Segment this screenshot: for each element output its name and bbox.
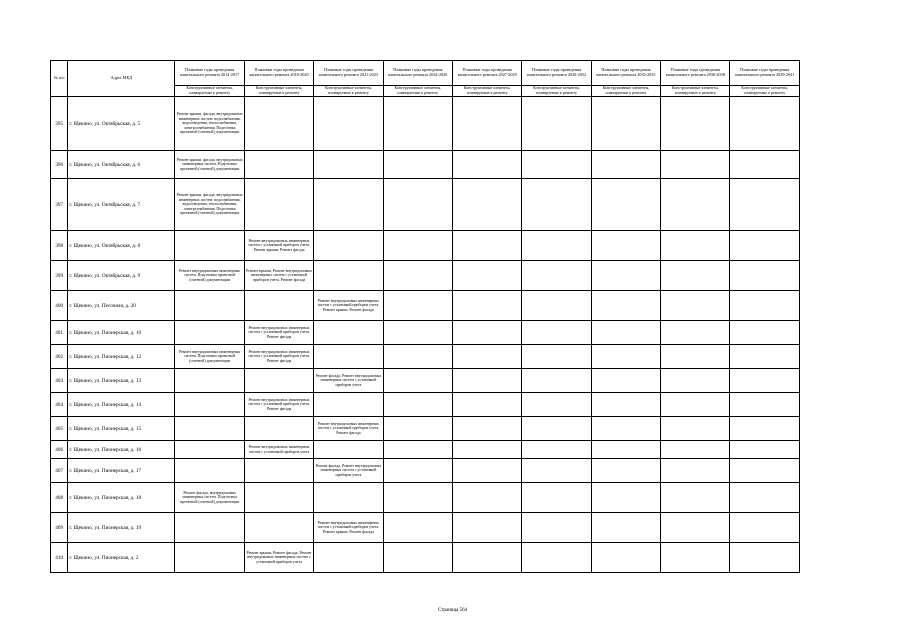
work-cell <box>314 543 383 573</box>
work-cell <box>175 513 244 543</box>
col-header-period: Плановые годы проведения капитального ремонта 2021-2023 <box>314 61 383 86</box>
row-number: 402 <box>51 345 68 369</box>
work-cell: Ремонт внутридомовых инженерных систем с установкой приборов учета, Ремонт крыши, Ремонт фасада <box>244 231 313 261</box>
work-cell <box>452 321 521 345</box>
work-cell <box>452 179 521 231</box>
row-number: 397 <box>51 179 68 231</box>
work-cell <box>730 345 800 369</box>
work-cell <box>175 393 244 417</box>
work-cell: Ремонт внутридомовых инженерных систем с установкой приборов учета, Ремонт крыши, Ремонт фасада <box>314 291 383 321</box>
work-cell <box>591 459 660 483</box>
row-number: 395 <box>51 97 68 151</box>
work-cell <box>383 261 452 291</box>
work-cell <box>452 543 521 573</box>
work-cell <box>522 459 591 483</box>
work-cell: Ремонт фасада, Ремонт внутридомовых инженерных систем с установкой приборов учета <box>314 369 383 393</box>
work-cell <box>730 417 800 441</box>
work-cell <box>661 417 730 441</box>
work-cell <box>244 417 313 441</box>
work-cell <box>383 393 452 417</box>
work-cell <box>175 459 244 483</box>
work-cell <box>591 97 660 151</box>
table-row <box>51 483 800 513</box>
work-cell <box>730 261 800 291</box>
work-cell <box>314 151 383 179</box>
row-address: г. Щекино, ул. Пионерская, д. 18 <box>68 483 175 513</box>
work-cell <box>522 231 591 261</box>
col-subheader: Конструктивные элементы, планируемые к ремонту <box>175 86 244 97</box>
work-cell <box>591 151 660 179</box>
work-cell <box>383 417 452 441</box>
table-row <box>51 345 800 369</box>
work-cell <box>383 231 452 261</box>
work-cell <box>383 513 452 543</box>
work-cell <box>591 417 660 441</box>
col-subheader: Конструктивные элементы, планируемые к ремонту <box>591 86 660 97</box>
work-cell <box>452 97 521 151</box>
work-cell <box>661 369 730 393</box>
row-number: 398 <box>51 231 68 261</box>
work-cell <box>522 543 591 573</box>
work-cell <box>314 179 383 231</box>
table-row <box>51 459 800 483</box>
row-address: г. Щекино, ул. Пионерская, д. 19 <box>68 513 175 543</box>
work-cell <box>175 291 244 321</box>
work-cell <box>452 417 521 441</box>
table-row <box>51 291 800 321</box>
work-cell <box>661 483 730 513</box>
work-cell <box>244 513 313 543</box>
row-address: г. Щекино, ул. Песочная, д. 20 <box>68 291 175 321</box>
col-header-period: Плановые годы проведения капитального ремонта 2036-2038 <box>661 61 730 86</box>
row-number: 409 <box>51 513 68 543</box>
work-cell <box>730 291 800 321</box>
work-cell: Ремонт крыши, фасада, внутридомовых инженерных систем: водоснабжения, водоотведения, теплоснабжения, электроснабжения. Подготовка проектной (сметной) документации <box>175 97 244 151</box>
work-cell: Ремонт внутридомовых инженерных систем с установкой приборов учета, Ремонт фасада <box>244 393 313 417</box>
table-row <box>51 321 800 345</box>
row-address: г. Щекино, ул. Пионерская, д. 17 <box>68 459 175 483</box>
row-number: 403 <box>51 369 68 393</box>
row-number: 401 <box>51 321 68 345</box>
work-cell <box>383 345 452 369</box>
work-cell <box>314 97 383 151</box>
work-cell <box>730 543 800 573</box>
work-cell: Ремонт внутридомовых инженерных систем. Подготовка проектной (сметной) документации <box>175 261 244 291</box>
work-cell <box>383 459 452 483</box>
work-cell: Ремонт внутридомовых инженерных систем с установкой приборов учета, Ремонт фасада <box>314 417 383 441</box>
row-number: 396 <box>51 151 68 179</box>
work-cell <box>591 483 660 513</box>
row-address: г. Щекино, ул. Пионерская, д. 14 <box>68 393 175 417</box>
work-cell <box>522 97 591 151</box>
row-address: г. Щекино, ул. Пионерская, д. 12 <box>68 345 175 369</box>
work-cell <box>522 483 591 513</box>
col-header-period: Плановые годы проведения капитального ремонта 2033-2035 <box>591 61 660 86</box>
work-cell <box>452 369 521 393</box>
table-row <box>51 97 800 151</box>
col-header-num: № п/п <box>51 61 68 97</box>
work-cell <box>661 441 730 459</box>
work-cell <box>244 483 313 513</box>
work-cell <box>314 483 383 513</box>
work-cell: Ремонт внутридомовых инженерных систем с установкой приборов учета, Ремонт фасада <box>244 345 313 369</box>
col-header-period: Плановые годы проведения капитального ремонта 2014-2017 <box>175 61 244 86</box>
work-cell <box>175 369 244 393</box>
table-body <box>51 97 800 573</box>
table-row <box>51 543 800 573</box>
row-address: г. Щекино, ул. Октябрьская, д. 6 <box>68 151 175 179</box>
work-cell <box>522 291 591 321</box>
row-address: г. Щекино, ул. Пионерская, д. 13 <box>68 369 175 393</box>
work-cell <box>730 97 800 151</box>
work-cell <box>383 483 452 513</box>
work-cell <box>591 291 660 321</box>
work-cell <box>730 483 800 513</box>
col-header-address: Адрес МКД <box>68 61 175 97</box>
work-cell <box>314 441 383 459</box>
work-cell <box>522 417 591 441</box>
work-cell: Ремонт фасада, Ремонт внутридомовых инженерных систем с установкой приборов учета <box>314 459 383 483</box>
work-cell <box>383 441 452 459</box>
work-cell <box>175 543 244 573</box>
work-cell <box>730 459 800 483</box>
work-cell <box>244 291 313 321</box>
work-cell <box>522 369 591 393</box>
work-cell <box>314 321 383 345</box>
row-address: г. Щекино, ул. Октябрьская, д. 7 <box>68 179 175 231</box>
row-number: 407 <box>51 459 68 483</box>
col-subheader: Конструктивные элементы, планируемые к ремонту <box>452 86 521 97</box>
row-address: г. Щекино, ул. Пионерская, д. 16 <box>68 441 175 459</box>
work-cell <box>591 513 660 543</box>
work-cell <box>314 261 383 291</box>
capital-repair-table <box>50 60 800 573</box>
table-row <box>51 231 800 261</box>
work-cell <box>175 441 244 459</box>
work-cell <box>452 393 521 417</box>
work-cell <box>383 151 452 179</box>
work-cell <box>383 97 452 151</box>
work-cell <box>591 231 660 261</box>
work-cell <box>591 261 660 291</box>
row-number: 399 <box>51 261 68 291</box>
work-cell <box>244 369 313 393</box>
work-cell <box>661 459 730 483</box>
col-subheader: Конструктивные элементы, планируемые к ремонту <box>661 86 730 97</box>
col-header-period: Плановые годы проведения капитального ремонта 2024-2026 <box>383 61 452 86</box>
work-cell: Ремонт внутридомовых инженерных систем с установкой приборов учета <box>244 441 313 459</box>
row-address: г. Щекино, ул. Октябрьская, д. 8 <box>68 231 175 261</box>
row-address: г. Щекино, ул. Октябрьская, д. 5 <box>68 97 175 151</box>
work-cell <box>452 291 521 321</box>
row-number: 404 <box>51 393 68 417</box>
row-number: 400 <box>51 291 68 321</box>
row-number: 406 <box>51 441 68 459</box>
work-cell <box>244 459 313 483</box>
work-cell <box>383 369 452 393</box>
col-header-period: Плановые годы проведения капитального ремонта 2027-2029 <box>452 61 521 86</box>
work-cell <box>244 97 313 151</box>
table-row <box>51 441 800 459</box>
col-header-period: Плановые годы проведения капитального ремонта 2018-2020 <box>244 61 313 86</box>
work-cell <box>661 261 730 291</box>
work-cell <box>175 231 244 261</box>
work-cell <box>452 231 521 261</box>
work-cell <box>452 345 521 369</box>
row-number: 410 <box>51 543 68 573</box>
work-cell: Ремонт крыши, фасада, внутридомовых инженерных систем: водоснабжения, водоотведения, теплоснабжения, электроснабжения. Подготовка проектной (сметной) документации <box>175 179 244 231</box>
row-number: 405 <box>51 417 68 441</box>
work-cell <box>314 231 383 261</box>
work-cell <box>661 393 730 417</box>
work-cell <box>175 417 244 441</box>
table-row <box>51 179 800 231</box>
table-row <box>51 513 800 543</box>
work-cell <box>591 543 660 573</box>
table-row <box>51 151 800 179</box>
work-cell <box>522 321 591 345</box>
work-cell <box>730 321 800 345</box>
work-cell <box>383 291 452 321</box>
work-cell <box>591 369 660 393</box>
work-cell <box>522 345 591 369</box>
col-header-period: Плановые годы проведения капитального ремонта 2039-2041 <box>730 61 800 86</box>
work-cell <box>452 513 521 543</box>
work-cell <box>661 543 730 573</box>
col-subheader: Конструктивные элементы, планируемые к ремонту <box>244 86 313 97</box>
work-cell <box>522 513 591 543</box>
work-cell <box>730 151 800 179</box>
work-cell <box>661 513 730 543</box>
work-cell <box>452 459 521 483</box>
work-cell <box>383 179 452 231</box>
work-cell <box>244 179 313 231</box>
work-cell <box>730 179 800 231</box>
work-cell <box>452 483 521 513</box>
work-cell <box>730 441 800 459</box>
col-subheader: Конструктивные элементы, планируемые к ремонту <box>314 86 383 97</box>
table-row <box>51 417 800 441</box>
work-cell: Ремонт внутридомовых инженерных систем. Подготовка проектной (сметной) документации <box>175 345 244 369</box>
row-address: г. Щекино, ул. Октябрьская, д. 9 <box>68 261 175 291</box>
work-cell <box>661 179 730 231</box>
row-address: г. Щекино, ул. Пионерская, д. 2 <box>68 543 175 573</box>
work-cell <box>661 231 730 261</box>
work-cell <box>591 441 660 459</box>
table-row <box>51 261 800 291</box>
work-cell: Ремонт внутридомовых инженерных систем с установкой приборов учета, Ремонт фасада <box>244 321 313 345</box>
work-cell <box>522 179 591 231</box>
work-cell <box>452 261 521 291</box>
work-cell: Ремонт крыши, Ремонт фасада, Ремонт внутридомовых инженерных систем с установкой приборов учета <box>244 543 313 573</box>
work-cell <box>452 441 521 459</box>
col-subheader: Конструктивные элементы, планируемые к ремонту <box>730 86 800 97</box>
header-row <box>51 61 800 86</box>
work-cell <box>591 393 660 417</box>
work-cell <box>522 441 591 459</box>
work-cell <box>661 321 730 345</box>
work-cell <box>730 231 800 261</box>
row-address: г. Щекино, ул. Пионерская, д. 15 <box>68 417 175 441</box>
work-cell <box>383 321 452 345</box>
work-cell <box>314 393 383 417</box>
work-cell <box>591 179 660 231</box>
work-cell <box>730 369 800 393</box>
work-cell <box>661 291 730 321</box>
col-subheader: Конструктивные элементы, планируемые к ремонту <box>383 86 452 97</box>
work-cell <box>591 345 660 369</box>
work-cell: Ремонт внутридомовых инженерных систем с установкой приборов учета, Ремонт крыши, Ремонт фасада <box>314 513 383 543</box>
work-cell <box>244 151 313 179</box>
work-cell <box>522 393 591 417</box>
work-cell <box>522 261 591 291</box>
row-number: 408 <box>51 483 68 513</box>
page-number: Страница 564 <box>437 608 468 613</box>
work-cell <box>591 321 660 345</box>
table-row <box>51 369 800 393</box>
work-cell: Ремонт фасада, внутридомовых инженерных систем. Подготовка проектной (сметной) документации <box>175 483 244 513</box>
work-cell <box>661 151 730 179</box>
work-cell <box>175 321 244 345</box>
work-cell: Ремонт крыши, фасада, внутридомовых инженерных систем. Подготовка проектной (сметной) документации <box>175 151 244 179</box>
work-cell <box>661 97 730 151</box>
work-cell <box>730 393 800 417</box>
table-row <box>51 393 800 417</box>
row-address: г. Щекино, ул. Пионерская, д. 10 <box>68 321 175 345</box>
col-subheader: Конструктивные элементы, планируемые к ремонту <box>522 86 591 97</box>
work-cell <box>383 543 452 573</box>
work-cell <box>661 345 730 369</box>
col-header-period: Плановые годы проведения капитального ремонта 2030-2032 <box>522 61 591 86</box>
work-cell <box>730 513 800 543</box>
work-cell <box>314 345 383 369</box>
work-cell <box>522 151 591 179</box>
work-cell: Ремонт крыши, Ремонт внутридомовых инженерных систем с установкой приборов учета, Ремонт фасада <box>244 261 313 291</box>
work-cell <box>452 151 521 179</box>
